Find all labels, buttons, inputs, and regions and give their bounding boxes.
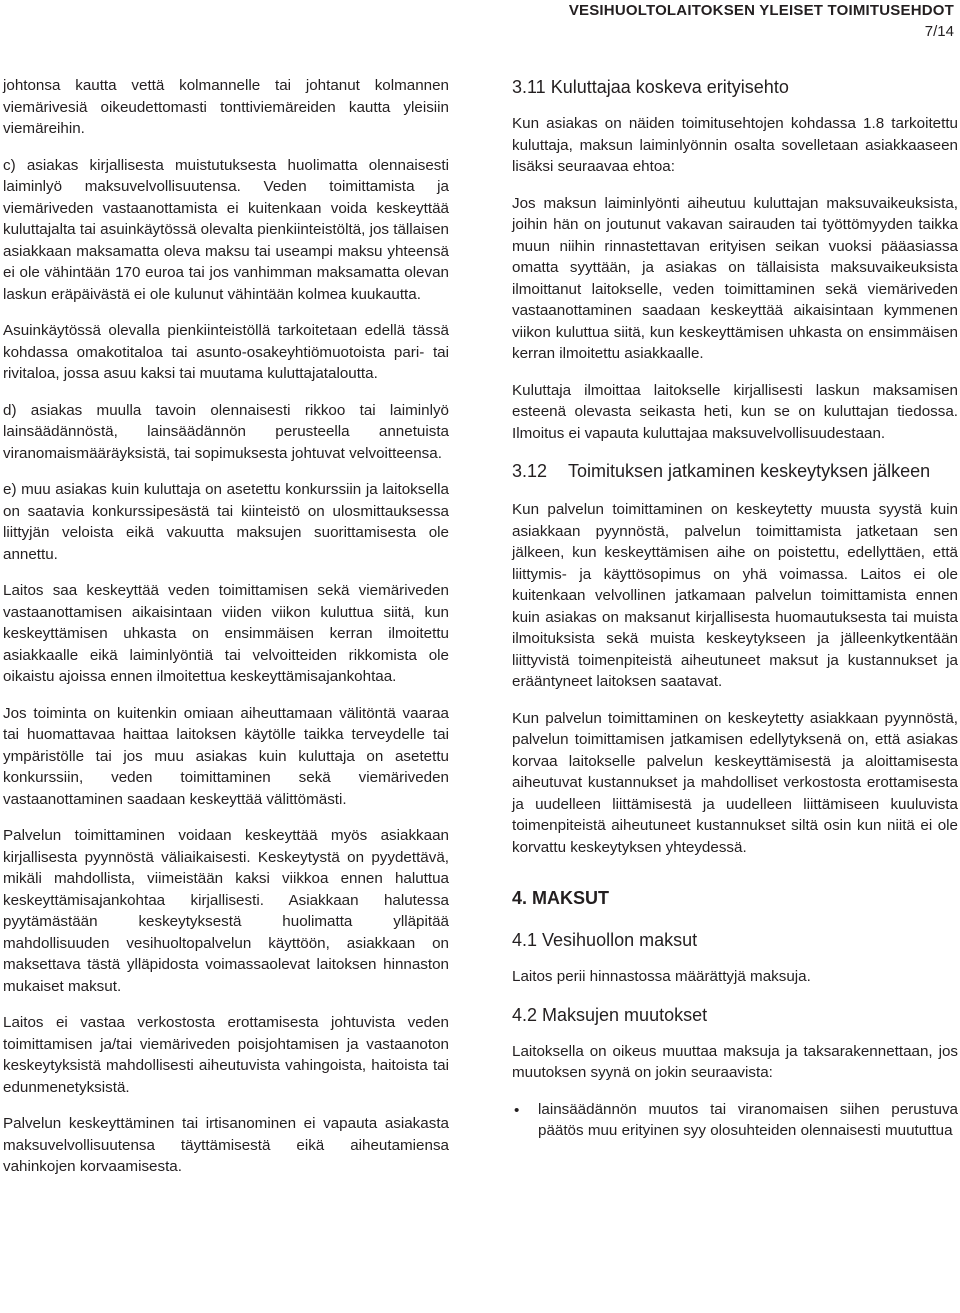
paragraph: Kun asiakas on näiden toimitusehtojen kohdassa 1.8 tarkoitettu kuluttaja, maksun laiminlyönnin osalta sovelletaan asiakkaaseen lisäksi seuraavaa ehtoa:: [512, 115, 958, 175]
paragraph: Asuinkäytössä olevalla pienkiinteistöllä tarkoitetaan edellä tässä kohdassa omakotitaloa tai asunto-osakeyhtiömuotoista pari- tai rivitaloa, jossa asuu kaksi tai muutama kuluttajataloutta.: [3, 322, 449, 382]
section-heading-3-11: 3.11 Kuluttajaa koskeva erityisehto: [512, 77, 789, 97]
paragraph: Laitos saa keskeyttää veden toimittamisen sekä viemäriveden vastaanottamisen aikaisintaan viiden viikon kuluttua siitä, kun keskeyttämisen uhkasta on ensimmäisen kerran ilmoitettu asiakkaalle eikä laiminlyöntiä tai velvoitteiden rikkomista ole oikaistu ajoissa ennen ilmoitettua keskeyttämisajankohtaa.: [3, 582, 449, 685]
section-heading-4-2: 4.2 Maksujen muutokset: [512, 1004, 708, 1025]
bullet-marker: •: [514, 1101, 520, 1119]
section-heading-4-1: 4.1 Vesihuollon maksut: [512, 930, 698, 950]
paragraph: Jos toiminta on kuitenkin omiaan aiheuttamaan välitöntä vaaraa tai huomattavaa haittaa laitoksen käytölle taikka terveydelle tai ympäristölle tai jos muu asiakas kuin kuluttaja on asetettu konkurssiin, veden toimittaminen sekä viemäriveden vastaanottaminen saadaan keskeyttää välittömästi.: [3, 704, 449, 808]
paragraph: Laitos perii hinnastossa määrättyjä maksuja.: [512, 968, 811, 985]
list-item-text: lainsäädännön muutos tai viranomaisen siihen perustuva päätös muu erityinen syy olosuhteiden olennaisesti muututtua: [538, 1100, 958, 1139]
bullet-list: [512, 1099, 958, 1142]
right-column: [512, 75, 958, 1142]
paragraph: Laitos ei vastaa verkostosta erottamisesta johtuvista veden toimittamisen ja/tai viemäriveden poisjohtamisen ja vastaanoton keskeytyksistä mahdollisesti aiheutuvista vahingoista, haitoista tai edunmenetyksistä.: [3, 1014, 449, 1096]
list-item: [512, 1099, 958, 1142]
paragraph: Kun palvelun toimittaminen on keskeytetty asiakkaan pyynnöstä, palvelun toimittamisen jatkamisen edellytyksenä on, että asiakas korvaa laitokselle palvelun keskeyttämisestä ja aloittamisesta aiheutuvat kustannukset ja mahdolliset verkostosta erottamisesta ja uudelleen liittämisestä ja uudelleen liittämiseen kuuluvista toimenpiteistä aiheutuneet kustannukset siltä osin kun niitä ei ole korvattu keskeytyksen yhteydessä.: [512, 709, 958, 856]
paragraph: e) muu asiakas kuin kuluttaja on asetettu konkurssiin ja laitoksella on saatavia konkurssipesästä tai kiinteistö on ulosmittauksessa liittyjän veloista eikä vakuutta maksujen suorittamisesta ole annettu.: [3, 481, 449, 563]
page-header: [569, 0, 954, 41]
section-title: Toimituksen jatkaminen keskeytyksen jälkeen: [568, 461, 931, 481]
left-column: [3, 75, 449, 1193]
paragraph: c) asiakas kirjallisesta muistutuksesta huolimatta olennaisesti laiminlyö maksuvelvollisuutensa. Veden toimittamista ja viemäriveden vastaanottamista ei kuitenkaan voida keskeyttää kuluttajalta tai asuinkäytössä olevalta pienkiinteistöltä, jos tällaisen asiakkaan maksamatta oleva maksu tai useampi maksu yhteensä ei ole vähintään 170 euroa tai jos vanhimman maksamatta olevan laskun eräpäivästä ei ole kulunut vähintään kolmea kuukautta.: [3, 156, 449, 303]
paragraph: d) asiakas muulla tavoin olennaisesti rikkoo tai laiminlyö lainsäädännöstä, lainsäädännön perusteella annetuista viranomaismääräyksistä, tai sopimuksesta johtuvat velvoitteensa.: [3, 401, 449, 462]
paragraph: Palvelun toimittaminen voidaan keskeyttää myös asiakkaan kirjallisesta pyynnöstä väliaikaisesti. Keskeytystä on pyydettävä, mikäli mahdollista, viimeistään kaksi viikkoa ennen haluttua keskeyttämisajankohtaa kirjallisesti. Asiakkaan halutessa pyytämästään keskeytyksestä huolimatta ylläpitää mahdollisuuden vesihuoltopalvelun käyttöön, asiakkaan on maksettava tästä ylläpidosta voimassaolevat laitoksen hinnaston mukaiset maksut.: [3, 827, 449, 995]
chapter-heading-4: 4. MAKSUT: [512, 888, 610, 908]
paragraph: johtonsa kautta vettä kolmannelle tai johtanut kolmannen viemärivesiä oikeudettomasti tonttiviemäreiden kautta yleisiin viemäreihin.: [3, 77, 449, 137]
section-heading-3-12: [512, 459, 958, 483]
document-title: VESIHUOLTOLAITOKSEN YLEISET TOIMITUSEHDOT: [568, 2, 954, 19]
paragraph: Palvelun keskeyttäminen tai irtisanominen ei vapauta asiakasta maksuvelvollisuutensa täyttämisestä eikä aiheutamiensa vahinkojen korvaamisesta.: [3, 1115, 449, 1175]
page-number: 7/14: [924, 23, 954, 40]
paragraph: Kun palvelun toimittaminen on keskeytetty muusta syystä kuin asiakkaan pyynnöstä, palvelun toimittamista jatketaan sen jälkeen, kun keskeyttämisen aihe on poistettu, edellyttäen, että liittymis- ja käyttösopimus on yhä voimassa. Laitos ei ole kuitenkaan velvollinen jatkamaan palvelun toimittamista ennen kuin asiakas on maksanut kirjallisesta huomautuksesta tai muista ilmoituksista sekä muista keskeytykseen ja jälleenkytkentään liittyvistä toimenpiteistä aiheutuneet maksut ja kustannukset ja erääntyneet laitoksen saatavat.: [512, 501, 958, 690]
paragraph: Jos maksun laiminlyönti aiheutuu kuluttajan maksuvaikeuksista, joihin hän on joutunut vakavan sairauden tai työttömyyden taikka muun niihin rinnastettavan erityisen seikan vuoksi pääasiassa omatta syyttään, ja asiakas on tällaisista maksuvaikeuksista ilmoittanut laitokselle, veden toimittaminen sekä viemäriveden vastaanottaminen saadaan keskeyttää aikaisintaan kymmenen viikon kuluttua siitä, kun keskeyttämisen uhkasta on ensimmäisen kerran ilmoitettu asiakkaalle.: [512, 194, 958, 362]
paragraph: Kuluttaja ilmoittaa laitokselle kirjallisesti laskun maksamisen esteenä olevasta seikasta heti, kun se on kuluttajan tiedossa. Ilmoitus ei vapauta kuluttajaa maksuvelvollisuudestaan.: [512, 381, 958, 442]
paragraph: Laitoksella on oikeus muuttaa maksuja ja taksarakennettaan, jos muutoksen syynä on jokin seuraavista:: [512, 1042, 958, 1081]
section-number: 3.12: [512, 461, 548, 481]
